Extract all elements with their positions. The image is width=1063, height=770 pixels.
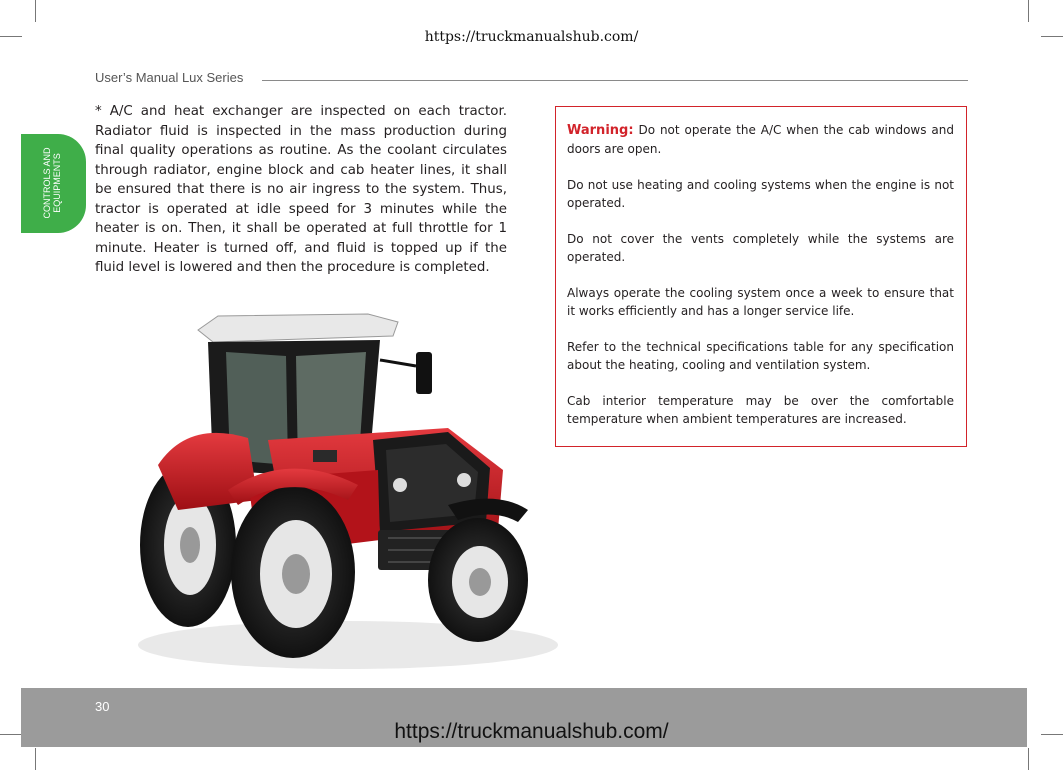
warning-item: Cab interior temperature may be over the comfortable temperature when ambient temperatures are increased. (567, 394, 954, 426)
warning-box (555, 106, 967, 447)
watermark-url-bottom[interactable]: https://truckmanualshub.com/ (394, 720, 669, 743)
crop-mark (35, 0, 36, 22)
procedure-paragraph: * A/C and heat exchanger are inspected on each tractor. Radiator fluid is inspected in the mass production during final quality operations as routine. As the coolant circulates through radiator, engine block and cab heater lines, it shall be ensured that there is no air ingress to the system. Thus, tractor is operated at idle speed for 3 minutes while the heater is on. Then, it shall be operated at full throttle for 1 minute. Heater is turned off, and fluid is topped up if the fluid level is lowered and then the procedure is completed. (95, 104, 507, 275)
warning-label: Warning: (567, 123, 634, 138)
warning-item (567, 121, 954, 158)
warning-item: Do not cover the vents completely while the systems are operated. (567, 232, 954, 264)
section-tab-line2: EQUIPMENTS (52, 153, 62, 213)
crop-mark (35, 748, 36, 770)
warning-item: Do not use heating and cooling systems when the engine is not operated. (567, 178, 954, 210)
warning-item: Always operate the cooling system once a week to ensure that it works efficiently and has a longer service life. (567, 286, 954, 318)
header-rule (262, 80, 968, 81)
page-number: 30 (95, 699, 110, 714)
tractor-photo-icon (118, 300, 558, 678)
crop-mark (1028, 0, 1029, 22)
warning-first-text: Do not operate the A/C when the cab windows and doors are open. (567, 123, 954, 156)
warning-item: Refer to the technical specifications table for any specification about the heating, cooling and ventilation system. (567, 340, 954, 372)
section-tab-line1: CONTROLS AND (42, 147, 52, 219)
section-tab-label (42, 138, 62, 228)
crop-mark (1028, 748, 1029, 770)
running-header: User’s Manual Lux Series (95, 70, 244, 85)
watermark-url-top[interactable]: https://truckmanualshub.com/ (424, 29, 639, 45)
